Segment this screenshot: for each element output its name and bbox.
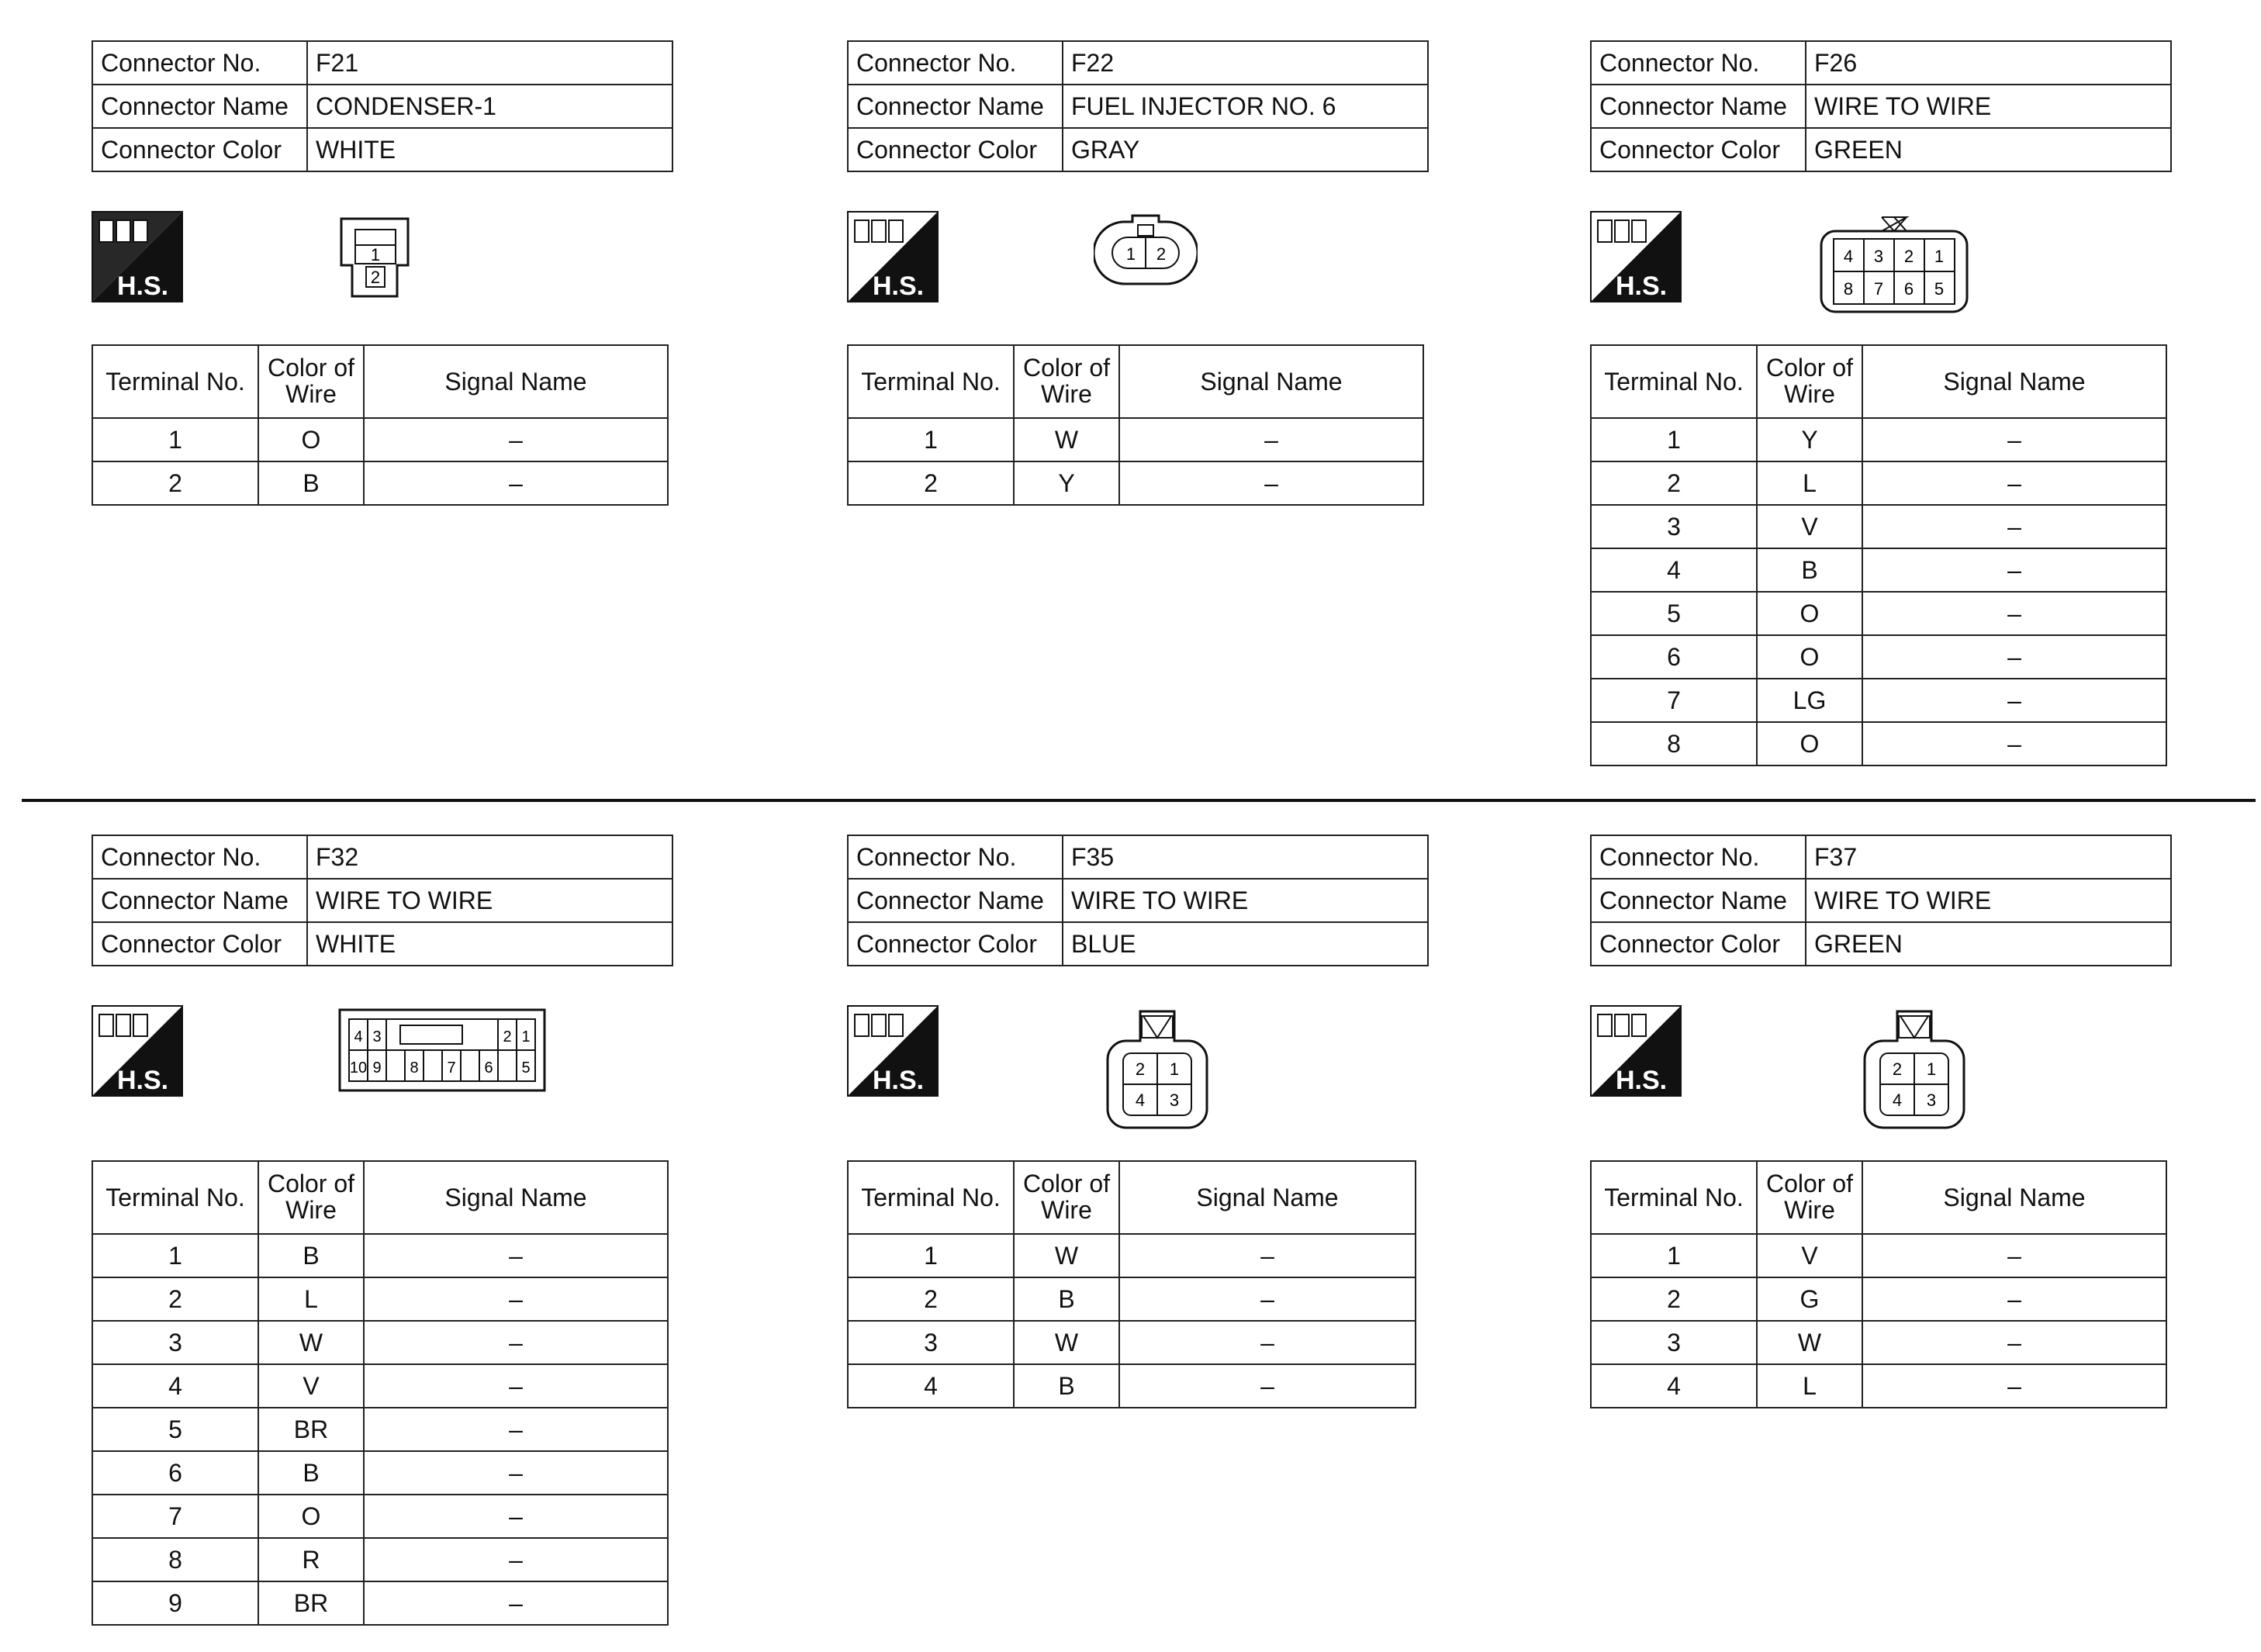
wire-cell: B xyxy=(258,461,364,505)
terminal-cell: 5 xyxy=(92,1408,258,1451)
terminal-cell: 4 xyxy=(92,1364,258,1408)
signal-cell: – xyxy=(1119,461,1423,505)
connector-name-label: Connector Name xyxy=(848,879,1063,922)
table-row xyxy=(92,1451,668,1495)
signal-cell: – xyxy=(1862,461,2166,505)
table-row xyxy=(1591,1234,2166,1277)
connector-color-value: GREEN xyxy=(1806,922,2171,966)
table-row xyxy=(92,1495,668,1538)
hs-label: H.S. xyxy=(116,271,169,301)
connector-color-label: Connector Color xyxy=(1591,128,1806,171)
wire-cell: W xyxy=(1014,1321,1119,1364)
terminal-no-header: Terminal No. xyxy=(1591,345,1757,418)
table-row xyxy=(92,1364,668,1408)
wire-cell: Y xyxy=(1014,461,1119,505)
table-row xyxy=(92,1234,668,1277)
signal-cell: – xyxy=(1862,548,2166,592)
pin-label: 4 xyxy=(1892,1090,1903,1110)
hs-connector-icon xyxy=(847,211,939,302)
terminal-cell: 7 xyxy=(92,1495,258,1538)
connector-color-label: Connector Color xyxy=(92,922,307,966)
wire-color-header xyxy=(258,345,364,418)
wire-cell: BR xyxy=(258,1408,364,1451)
connector-no-value: F37 xyxy=(1806,835,2171,879)
table-row xyxy=(1591,1321,2166,1364)
connector-name-label: Connector Name xyxy=(848,85,1063,128)
pin-label: 8 xyxy=(1843,279,1854,299)
pin-label: 2 xyxy=(370,268,381,287)
terminal-cell: 2 xyxy=(92,1277,258,1321)
connector-color-value: WHITE xyxy=(307,128,672,171)
hs-connector-icon xyxy=(92,1005,183,1097)
wire-text: Wire xyxy=(1784,1196,1835,1224)
terminal-table xyxy=(847,344,1424,506)
pin-label: 8 xyxy=(410,1059,419,1077)
terminal-cell: 2 xyxy=(1591,461,1757,505)
wire-cell: O xyxy=(1757,592,1862,635)
connector-color-label: Connector Color xyxy=(92,128,307,171)
signal-cell: – xyxy=(1119,1364,1416,1408)
color-of-text: Color of xyxy=(267,354,355,382)
terminal-cell: 2 xyxy=(1591,1277,1757,1321)
connector-no-label: Connector No. xyxy=(848,41,1063,85)
color-of-text: Color of xyxy=(1765,354,1854,382)
terminal-table xyxy=(1590,344,2167,766)
wire-cell: W xyxy=(1014,1234,1119,1277)
table-row xyxy=(1591,722,2166,766)
wire-cell: V xyxy=(1757,505,1862,548)
terminal-cell: 9 xyxy=(92,1581,258,1625)
table-row xyxy=(848,461,1423,505)
signal-cell: – xyxy=(364,1277,668,1321)
terminal-cell: 1 xyxy=(92,418,258,461)
pin-label: 6 xyxy=(1903,279,1914,299)
table-row xyxy=(848,1364,1416,1408)
signal-name-header: Signal Name xyxy=(1119,345,1423,418)
connector-color-label: Connector Color xyxy=(848,128,1063,171)
connector-face-diagram xyxy=(1862,1010,1967,1131)
connector-color-label: Connector Color xyxy=(1591,922,1806,966)
terminal-cell: 3 xyxy=(92,1321,258,1364)
signal-cell: – xyxy=(1862,722,2166,766)
connector-name-value: WIRE TO WIRE xyxy=(307,879,672,922)
connector-color-label: Connector Color xyxy=(848,922,1063,966)
pin-label: 9 xyxy=(372,1059,382,1077)
signal-cell: – xyxy=(364,1581,668,1625)
pin-label: 5 xyxy=(1934,279,1945,299)
wire-cell: L xyxy=(1757,461,1862,505)
pin-label: 1 xyxy=(1934,247,1945,266)
signal-cell: – xyxy=(1862,505,2166,548)
connector-color-value: GRAY xyxy=(1063,128,1428,171)
signal-cell: – xyxy=(364,1321,668,1364)
terminal-cell: 4 xyxy=(1591,1364,1757,1408)
signal-cell: – xyxy=(364,1234,668,1277)
pin-label: 3 xyxy=(1169,1090,1180,1110)
table-row xyxy=(1591,635,2166,679)
terminal-cell: 7 xyxy=(1591,679,1757,722)
table-row xyxy=(92,461,668,505)
terminal-no-header: Terminal No. xyxy=(848,1161,1014,1234)
wire-cell: B xyxy=(258,1234,364,1277)
table-row xyxy=(92,1581,668,1625)
connector-no-value: F26 xyxy=(1806,41,2171,85)
signal-cell: – xyxy=(364,1451,668,1495)
connector-name-value: CONDENSER-1 xyxy=(307,85,672,128)
terminal-table xyxy=(92,344,669,506)
wire-text: Wire xyxy=(1041,1196,1092,1224)
connector-info-table xyxy=(847,835,1429,966)
connector-info-table xyxy=(847,40,1429,172)
connector-name-label: Connector Name xyxy=(92,85,307,128)
pin-label: 1 xyxy=(1169,1059,1180,1079)
wire-cell: L xyxy=(1757,1364,1862,1408)
wire-cell: W xyxy=(258,1321,364,1364)
pin-label: 10 xyxy=(349,1059,368,1077)
hs-label: H.S. xyxy=(1615,1066,1668,1095)
terminal-no-header: Terminal No. xyxy=(92,345,258,418)
hs-connector-icon xyxy=(1590,1005,1682,1097)
terminal-cell: 4 xyxy=(1591,548,1757,592)
connector-face-diagram xyxy=(1105,1010,1210,1131)
signal-cell: – xyxy=(1119,1321,1416,1364)
hs-connector-icon xyxy=(847,1005,939,1097)
pin-label: 7 xyxy=(447,1059,456,1077)
terminal-cell: 1 xyxy=(1591,1234,1757,1277)
signal-cell: – xyxy=(1119,1234,1416,1277)
wire-cell: LG xyxy=(1757,679,1862,722)
pin-label: 1 xyxy=(521,1028,531,1045)
connector-info-table xyxy=(1590,835,2172,966)
pin-label: 3 xyxy=(1926,1090,1937,1110)
pin-label: 2 xyxy=(1156,244,1167,264)
terminal-cell: 1 xyxy=(848,1234,1014,1277)
terminal-table xyxy=(92,1160,669,1626)
wire-cell: L xyxy=(258,1277,364,1321)
connector-name-value: WIRE TO WIRE xyxy=(1806,85,2171,128)
pin-label: 6 xyxy=(484,1059,493,1077)
connector-face-diagram xyxy=(340,217,417,302)
terminal-cell: 8 xyxy=(1591,722,1757,766)
signal-cell: – xyxy=(364,461,668,505)
wire-cell: B xyxy=(1014,1364,1119,1408)
table-row xyxy=(848,1234,1416,1277)
wire-color-header xyxy=(1014,1161,1119,1234)
wire-cell: B xyxy=(1757,548,1862,592)
signal-cell: – xyxy=(364,1408,668,1451)
wire-cell: Y xyxy=(1757,418,1862,461)
connector-no-value: F35 xyxy=(1063,835,1428,879)
wire-cell: W xyxy=(1757,1321,1862,1364)
signal-cell: – xyxy=(364,418,668,461)
wire-cell: G xyxy=(1757,1277,1862,1321)
table-row xyxy=(1591,1277,2166,1321)
table-row xyxy=(848,1321,1416,1364)
signal-cell: – xyxy=(364,1495,668,1538)
pin-label: 4 xyxy=(1135,1090,1146,1110)
pin-label: 1 xyxy=(1125,244,1136,264)
terminal-cell: 3 xyxy=(1591,505,1757,548)
terminal-cell: 3 xyxy=(848,1321,1014,1364)
signal-cell: – xyxy=(1862,1277,2166,1321)
pin-label: 4 xyxy=(354,1028,363,1045)
signal-cell: – xyxy=(1862,418,2166,461)
wire-cell: B xyxy=(1014,1277,1119,1321)
signal-cell: – xyxy=(1862,1234,2166,1277)
hs-label: H.S. xyxy=(116,1066,169,1095)
color-of-text: Color of xyxy=(1022,1170,1111,1198)
wire-cell: O xyxy=(1757,635,1862,679)
pin-label: 3 xyxy=(1873,247,1884,266)
connector-info-table xyxy=(92,835,673,966)
table-row xyxy=(92,418,668,461)
terminal-cell: 2 xyxy=(92,461,258,505)
signal-name-header: Signal Name xyxy=(364,345,668,418)
color-of-text: Color of xyxy=(1022,354,1111,382)
signal-cell: – xyxy=(1862,635,2166,679)
table-row xyxy=(92,1277,668,1321)
hs-connector-icon xyxy=(1590,211,1682,302)
hs-label: H.S. xyxy=(872,271,925,301)
connector-no-label: Connector No. xyxy=(1591,41,1806,85)
signal-name-header: Signal Name xyxy=(1862,1161,2166,1234)
terminal-table xyxy=(847,1160,1416,1408)
table-row xyxy=(1591,1364,2166,1408)
wire-cell: B xyxy=(258,1451,364,1495)
connector-name-value: FUEL INJECTOR NO. 6 xyxy=(1063,85,1428,128)
terminal-cell: 6 xyxy=(92,1451,258,1495)
connector-no-label: Connector No. xyxy=(92,835,307,879)
terminal-no-header: Terminal No. xyxy=(1591,1161,1757,1234)
terminal-cell: 3 xyxy=(1591,1321,1757,1364)
wire-text: Wire xyxy=(1041,380,1092,408)
wire-color-header xyxy=(258,1161,364,1234)
pin-label: 3 xyxy=(372,1028,382,1045)
terminal-cell: 2 xyxy=(848,461,1014,505)
connector-no-value: F22 xyxy=(1063,41,1428,85)
wire-cell: O xyxy=(1757,722,1862,766)
connector-color-value: BLUE xyxy=(1063,922,1428,966)
signal-cell: – xyxy=(1862,1364,2166,1408)
wire-cell: BR xyxy=(258,1581,364,1625)
pin-label: 2 xyxy=(1892,1059,1903,1079)
connector-no-value: F32 xyxy=(307,835,672,879)
table-row xyxy=(1591,461,2166,505)
connector-no-label: Connector No. xyxy=(92,41,307,85)
pin-label: 1 xyxy=(1926,1059,1937,1079)
table-row xyxy=(1591,505,2166,548)
terminal-table xyxy=(1590,1160,2167,1408)
connector-info-table xyxy=(1590,40,2172,172)
wire-cell: O xyxy=(258,1495,364,1538)
wire-text: Wire xyxy=(285,1196,337,1224)
signal-cell: – xyxy=(1119,1277,1416,1321)
signal-name-header: Signal Name xyxy=(364,1161,668,1234)
connector-name-label: Connector Name xyxy=(1591,879,1806,922)
signal-name-header: Signal Name xyxy=(1119,1161,1416,1234)
terminal-cell: 1 xyxy=(848,418,1014,461)
connector-name-value: WIRE TO WIRE xyxy=(1063,879,1428,922)
table-row xyxy=(92,1538,668,1581)
pin-label: 5 xyxy=(521,1059,531,1077)
wire-color-header xyxy=(1014,345,1119,418)
table-row xyxy=(1591,548,2166,592)
connector-face-diagram xyxy=(338,1008,548,1094)
table-row xyxy=(848,418,1423,461)
connector-name-value: WIRE TO WIRE xyxy=(1806,879,2171,922)
signal-cell: – xyxy=(1862,592,2166,635)
table-row xyxy=(1591,592,2166,635)
wire-text: Wire xyxy=(285,380,337,408)
signal-name-header: Signal Name xyxy=(1862,345,2166,418)
terminal-cell: 1 xyxy=(1591,418,1757,461)
pin-label: 7 xyxy=(1873,279,1884,299)
table-row xyxy=(92,1321,668,1364)
terminal-no-header: Terminal No. xyxy=(848,345,1014,418)
connector-info-table xyxy=(92,40,673,172)
wire-color-header xyxy=(1757,1161,1862,1234)
wire-cell: V xyxy=(1757,1234,1862,1277)
terminal-cell: 2 xyxy=(848,1277,1014,1321)
pin-label: 1 xyxy=(370,245,381,264)
pin-label: 2 xyxy=(503,1028,512,1045)
color-of-text: Color of xyxy=(267,1170,355,1198)
terminal-no-header: Terminal No. xyxy=(92,1161,258,1234)
wire-cell: V xyxy=(258,1364,364,1408)
section-divider xyxy=(22,799,2256,802)
terminal-cell: 4 xyxy=(848,1364,1014,1408)
table-row xyxy=(92,1408,668,1451)
signal-cell: – xyxy=(364,1364,668,1408)
hs-label: H.S. xyxy=(872,1066,925,1095)
table-row xyxy=(848,1277,1416,1321)
terminal-cell: 8 xyxy=(92,1538,258,1581)
connector-no-value: F21 xyxy=(307,41,672,85)
connector-face-diagram xyxy=(1820,216,1970,315)
connector-no-label: Connector No. xyxy=(848,835,1063,879)
terminal-cell: 6 xyxy=(1591,635,1757,679)
hs-connector-icon xyxy=(92,211,183,302)
terminal-cell: 5 xyxy=(1591,592,1757,635)
wire-cell: W xyxy=(1014,418,1119,461)
table-row xyxy=(1591,418,2166,461)
wire-cell: R xyxy=(258,1538,364,1581)
connector-name-label: Connector Name xyxy=(92,879,307,922)
pin-label: 4 xyxy=(1843,247,1854,266)
connector-face-diagram xyxy=(1094,214,1198,292)
signal-cell: – xyxy=(1862,1321,2166,1364)
pin-label: 2 xyxy=(1135,1059,1146,1079)
wire-cell: O xyxy=(258,418,364,461)
connector-color-value: GREEN xyxy=(1806,128,2171,171)
wire-color-header xyxy=(1757,345,1862,418)
connector-no-label: Connector No. xyxy=(1591,835,1806,879)
pin-label: 2 xyxy=(1903,247,1914,266)
signal-cell: – xyxy=(364,1538,668,1581)
hs-label: H.S. xyxy=(1615,271,1668,301)
table-row xyxy=(1591,679,2166,722)
color-of-text: Color of xyxy=(1765,1170,1854,1198)
connector-color-value: WHITE xyxy=(307,922,672,966)
terminal-cell: 1 xyxy=(92,1234,258,1277)
signal-cell: – xyxy=(1862,679,2166,722)
wire-text: Wire xyxy=(1784,380,1835,408)
connector-name-label: Connector Name xyxy=(1591,85,1806,128)
signal-cell: – xyxy=(1119,418,1423,461)
